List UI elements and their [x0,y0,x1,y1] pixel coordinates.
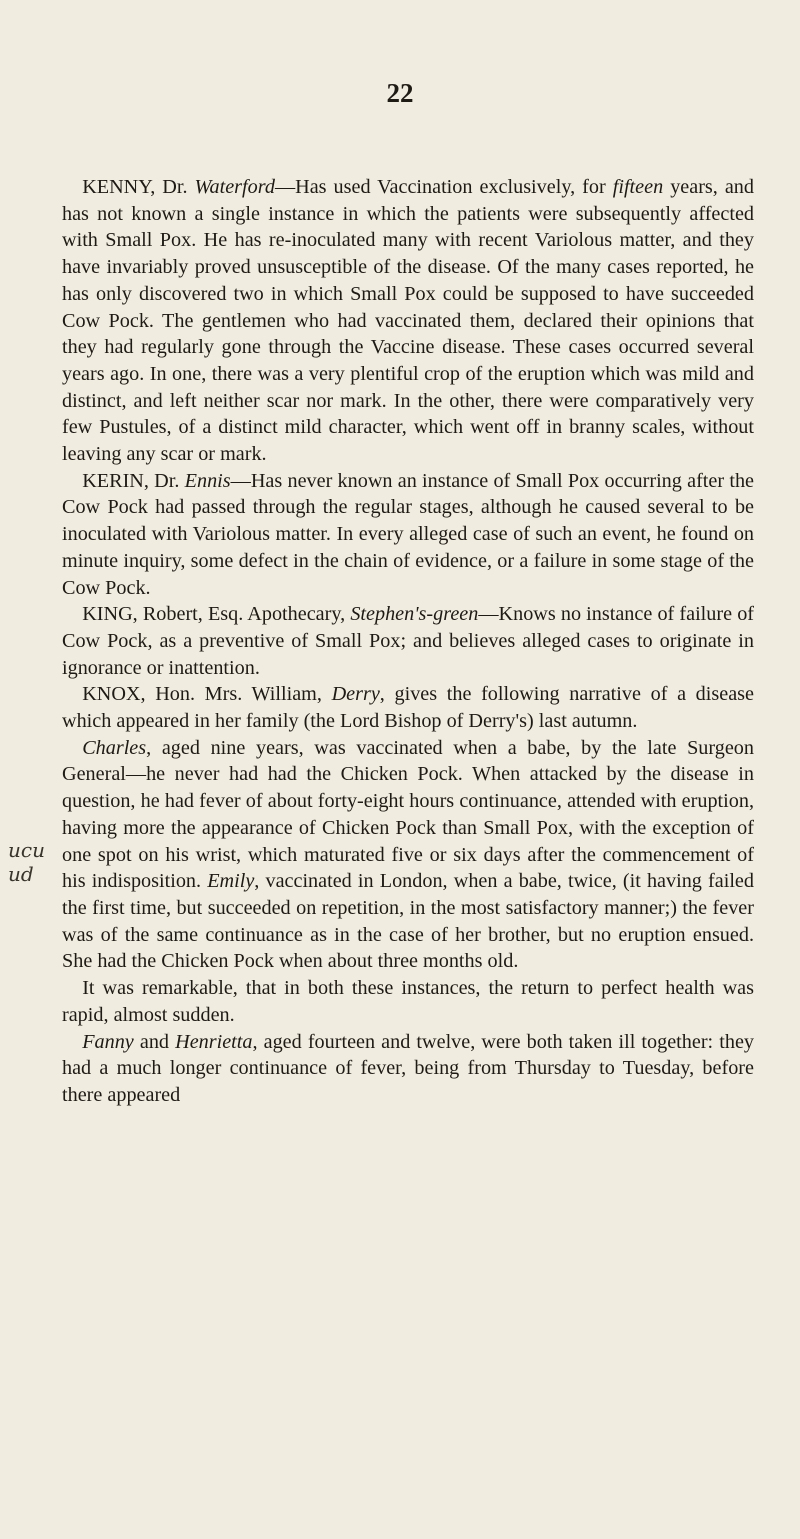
text-run: —Has used Vaccination exclusively, for [274,176,613,198]
place-name: Waterford [194,176,275,198]
person-name: Charles [82,736,147,759]
person-name: Fanny [82,1030,134,1053]
entry-name: KENNY, [82,176,156,198]
entry-name: KING, [82,603,138,626]
place-name: Ennis [184,469,231,492]
margin-handwriting: ud [8,862,34,886]
entry-name: KNOX, [82,683,146,706]
paragraph-king [62,601,754,681]
paragraph-kerin [62,468,754,602]
page-number: 22 [386,78,414,108]
paragraph-fanny [62,1029,754,1109]
text-run: Dr. [148,469,185,492]
paragraph-remarkable [62,975,754,1028]
paragraph-charles [62,735,754,975]
emphasis: fifteen [612,176,664,198]
text-run: , gives the following narrative of a disease which appeared in her family (the Lord Bishop of Derry's) last autumn. [62,683,754,733]
text-run: , vaccinated in London, when a babe, twice, (it having failed the first time, but succeeded on repetition, in the most satisfactory manner;) the fever was of the same continuance as in the case of her brother, but no eruption ensued. She had the Chicken Pock when about three months old. [62,870,754,973]
place-name: Stephen's-green [350,603,479,626]
text-run: , aged fourteen and twelve, were both taken ill together: they had a much longer continuance of fever, being from Thursday to Tuesday, before there appeared [62,1030,754,1106]
text-run: and [133,1030,176,1053]
text-run: —Has never known an instance of Small Pox occurring after the Cow Pock had passed through the regular stages, although he caused several to be inoculated with Variolous matter. In every alleged case of such an event, he found on minute inquiry, some defect in the chain of evidence, or a failure in some stage of the Cow Pock. [62,469,755,599]
person-name: Henrietta [175,1030,253,1053]
entry-name: KERIN, [82,469,149,492]
margin-handwriting: ucu [8,838,45,862]
person-name: Emily [207,870,255,893]
text-run: It was remarkable, that in both these instances, the return to perfect health was rapid, almost sudden. [62,977,754,1026]
place-name: Derry [331,683,380,706]
paragraph-knox [62,681,754,734]
text-run: Dr. [155,176,195,198]
body-text [62,174,754,1109]
text-run: —Knows no instance of failure of Cow Pock, as a preventive of Small Pox; and believes alleged cases to originate in ignorance or inattention. [62,603,755,679]
text-run: Hon. Mrs. William, [145,683,332,706]
text-run: , aged nine years, was vaccinated when a babe, by the late Surgeon General—he never had had the Chicken Pock. When attacked by the disease in question, he had fever of about forty-eight hours continuance, attended with eruption, having more the appearance of Chicken Pock than Small Pox, with the exception of one spot on his wrist, which maturated five or six days after the commencement of his indisposition. [62,736,754,893]
text-run: Robert, Esq. Apothecary, [137,603,351,626]
paragraph-kenny [62,174,754,468]
text-run: years, and has not known a single instance in which the patients were subsequently affected with Small Pox. He has re-inoculated many with recent Variolous matter, and they have invariably proved unsusceptible of the disease. Of the many cases reported, he has only discovered two in which Small Pox could be supposed to have succeeded Cow Pock. The gentlemen who had vaccinated them, declared their opinions that they had regularly gone through the Vaccine disease. These cases occurred several years ago. In one, there was a very plentiful crop of the eruption which was mild and distinct, and left neither scar nor mark. In the other, there were comparatively very few Pustules, of a distinct mild character, which went off in branny scales, without leaving any scar or mark. [62,176,754,466]
